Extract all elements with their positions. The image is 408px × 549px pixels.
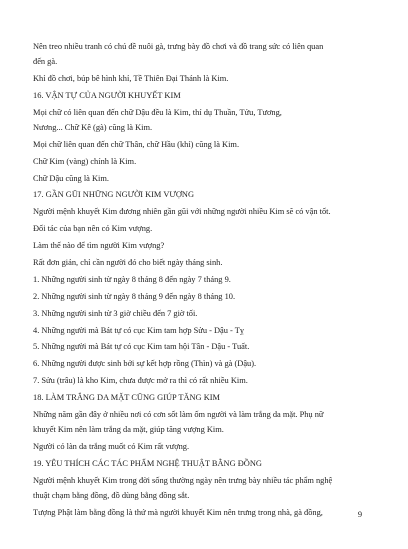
page-number: 9 <box>357 510 362 519</box>
section-heading: 16. VẬN TỰ CỦA NGƯỜI KHUYẾT KIM <box>33 90 181 100</box>
text-line: Nương... Chữ Kê (gà) cũng là Kim. <box>33 122 153 132</box>
text-line: 7. Sửu (trâu) là kho Kim, chưa được mở ra thì có rất nhiều Kim. <box>33 376 248 386</box>
text-line: 4. Những người mà Bát tự có cục Kim tam hợp Sửu - Dậu - Tỵ <box>33 325 245 335</box>
text-line: khuyết Kim nên làm trắng da mặt, giúp tăng vượng Kim. <box>33 425 224 435</box>
text-line: Nên treo nhiều tranh có chú đề nuôi gà, trưng bày đồ chơi và đồ trang sức có liên quan <box>33 42 324 51</box>
text-line: 2. Những người sinh từ ngày 8 tháng 9 đến ngày 8 tháng 10. <box>33 291 236 301</box>
text-line: Chữ Kim (vàng) chính là Kim. <box>33 156 137 166</box>
section-heading: 19. YÊU THÍCH CÁC TÁC PHẨM NGHỆ THUẬT BẰNG ĐỒNG <box>33 458 262 468</box>
text-line: Làm thế nào để tìm người Kim vượng? <box>33 241 165 251</box>
text-line: Khỉ đồ chơi, búp bê hình khỉ, Tề Thiên Đại Thánh là Kim. <box>33 73 229 83</box>
text-line: Tượng Phật làm bằng đồng là thứ mà người khuyết Kim nên trưng trong nhà, gà đồng, <box>33 507 323 517</box>
text-line: 5. Những người mà Bát tự có cục Kim tam hội Tân - Dậu - Tuất. <box>33 342 250 352</box>
section-heading: 17. GẦN GŨI NHỮNG NGƯỜI KIM VƯỢNG <box>33 190 195 200</box>
text-line: Mọi chữ có liên quan đến chữ Dậu đều là Kim, thí dụ Thuần, Tửu, Tương, <box>33 107 282 117</box>
section-heading: 18. LÀM TRẮNG DA MẶT CŨNG GIÚP TĂNG KIM <box>33 393 220 403</box>
text-line: Mọi chữ liên quan đến chữ Thân, chữ Hầu (khỉ) cũng là Kim. <box>33 139 240 149</box>
body-text <box>33 40 362 519</box>
text-line: Rất đơn giản, chỉ cần người đó cho biết ngày tháng sinh. <box>33 257 223 267</box>
text-line: 6. Những người được sinh bởi sự kết hợp rồng (Thìn) và gà (Dậu). <box>33 359 257 369</box>
text-line: thuật chạm bằng đồng, đồ dùng bằng đồng sắt. <box>33 490 190 500</box>
text-line: đến gà. <box>33 57 58 67</box>
text-line: Đối tác của bạn nên có Kim vượng. <box>33 224 153 234</box>
text-line: Người mệnh khuyết Kim đương nhiên gần gũi với những người nhiều Kim sẽ có vận tốt. <box>33 207 331 217</box>
text-line: 3. Những người sinh từ 3 giờ chiều đến 7 giờ tối. <box>33 308 198 318</box>
text-line: 1. Những người sinh từ ngày 8 tháng 8 đến ngày 7 tháng 9. <box>33 274 231 284</box>
text-line: Những năm gần đây ở nhiều nơi có cơn sốt làm ốm người và làm trắng da mặt. Phụ nữ <box>33 410 324 419</box>
text-line: Người có làn da trắng muốt có Kim rất vượng. <box>33 441 190 451</box>
text-line: Người mệnh khuyết Kim trong đời sống thường ngày nên trưng bày nhiều tác phẩm nghệ <box>33 475 333 485</box>
text-line: Chữ Dậu cũng là Kim. <box>33 173 109 183</box>
